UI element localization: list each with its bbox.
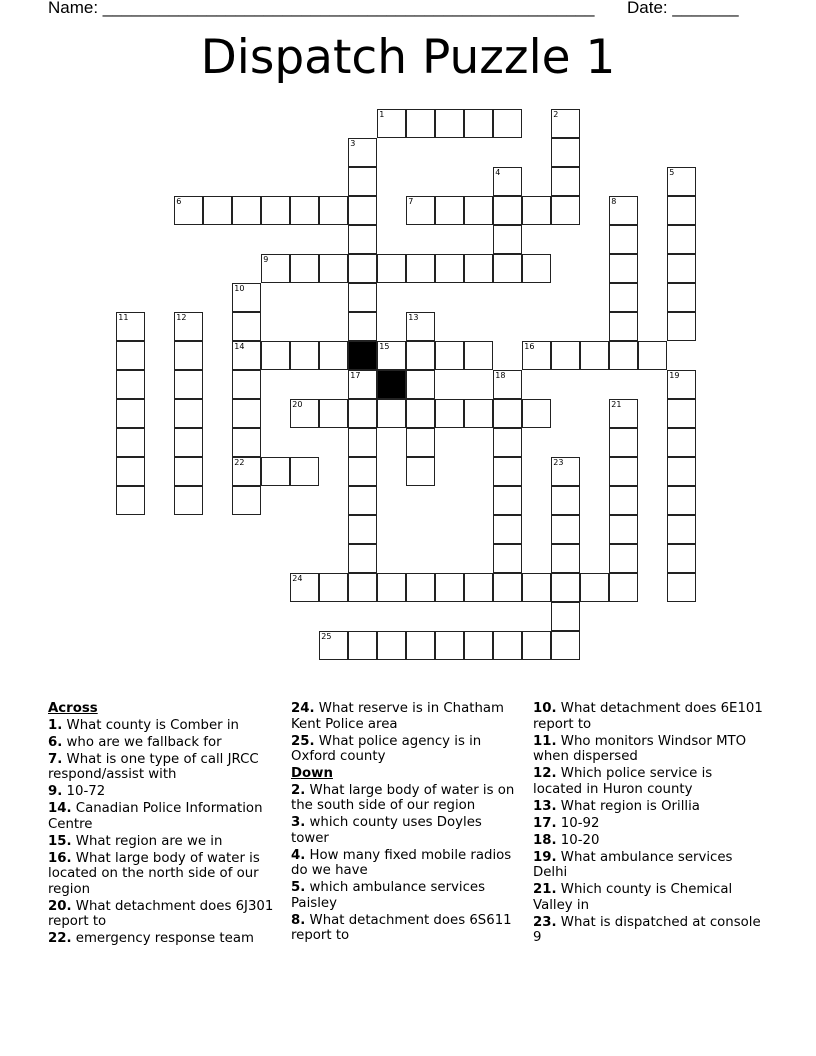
grid-cell[interactable] (609, 283, 638, 312)
grid-cell[interactable] (406, 428, 435, 457)
grid-cell[interactable] (348, 254, 377, 283)
grid-cell[interactable] (319, 254, 348, 283)
clue-down-21: 21. Which county is Chemical Valley in (533, 882, 733, 913)
grid-cell[interactable] (609, 254, 638, 283)
clue-across-16: 16. What large body of water is located on the north side of our region (48, 850, 260, 897)
grid-cell[interactable] (667, 254, 696, 283)
grid-cell[interactable] (261, 341, 290, 370)
clue-down-19: 19. What ambulance services Delhi (533, 849, 733, 880)
grid-cell[interactable] (377, 573, 406, 602)
grid-cell[interactable] (319, 631, 348, 660)
grid-cell[interactable] (551, 515, 580, 544)
grid-cell[interactable] (319, 341, 348, 370)
date-field-label: Date: _______ (627, 0, 739, 17)
grid-cell[interactable] (667, 457, 696, 486)
grid-cell[interactable] (435, 631, 464, 660)
clues-column-2 (291, 701, 523, 945)
grid-cell[interactable] (435, 254, 464, 283)
grid-cell[interactable] (609, 341, 638, 370)
grid-cell[interactable] (435, 399, 464, 428)
crossword-grid (117, 110, 697, 661)
clue-down-23: 23. What is dispatched at console 9 (533, 914, 761, 945)
clue-number: 15 (379, 342, 390, 352)
grid-cell[interactable] (377, 631, 406, 660)
grid-cell[interactable] (551, 602, 580, 631)
grid-cell[interactable] (348, 573, 377, 602)
clue-number: 7 (408, 197, 414, 207)
grid-cell[interactable] (551, 341, 580, 370)
clue-across-25: 25. What police agency is in Oxford county (291, 733, 482, 764)
clue-across-20: 20. What detachment does 6J301 report to (48, 898, 274, 929)
grid-cell[interactable] (348, 283, 377, 312)
grid-cell[interactable] (261, 196, 290, 225)
clue-across-14: 14. Canadian Police Information Centre (48, 801, 263, 832)
grid-cell[interactable] (667, 167, 696, 196)
clue-number: 12 (176, 313, 187, 323)
grid-cell[interactable] (493, 254, 522, 283)
clue-number: 25 (321, 632, 332, 642)
black-cell (377, 370, 406, 399)
grid-cell[interactable] (232, 312, 261, 341)
grid-cell[interactable] (667, 573, 696, 602)
grid-cell[interactable] (232, 486, 261, 515)
grid-cell[interactable] (174, 428, 203, 457)
grid-cell[interactable] (522, 341, 551, 370)
grid-cell[interactable] (580, 341, 609, 370)
grid-cell[interactable] (261, 457, 290, 486)
grid-cell[interactable] (174, 370, 203, 399)
grid-cell[interactable] (493, 196, 522, 225)
black-cell (348, 341, 377, 370)
grid-cell[interactable] (406, 370, 435, 399)
grid-cell[interactable] (493, 370, 522, 399)
clue-across-1: 1. What county is Comber in (48, 717, 239, 733)
grid-cell[interactable] (551, 573, 580, 602)
grid-cell[interactable] (464, 573, 493, 602)
grid-cell[interactable] (493, 167, 522, 196)
grid-cell[interactable] (116, 457, 145, 486)
grid-cell[interactable] (290, 196, 319, 225)
grid-cell[interactable] (551, 486, 580, 515)
grid-cell[interactable] (464, 631, 493, 660)
grid-cell[interactable] (667, 196, 696, 225)
grid-cell[interactable] (667, 486, 696, 515)
grid-cell[interactable] (551, 631, 580, 660)
clue-number: 23 (553, 458, 564, 468)
grid-cell[interactable] (406, 109, 435, 138)
across-heading: Across (48, 701, 98, 716)
grid-cell[interactable] (667, 283, 696, 312)
grid-cell[interactable] (667, 225, 696, 254)
grid-cell[interactable] (319, 196, 348, 225)
clue-down-4: 4. How many fixed mobile radios do we have (291, 847, 512, 878)
grid-cell[interactable] (493, 573, 522, 602)
grid-cell[interactable] (493, 399, 522, 428)
grid-cell[interactable] (667, 544, 696, 573)
grid-cell[interactable] (116, 370, 145, 399)
grid-cell[interactable] (116, 312, 145, 341)
clue-number: 1 (379, 110, 385, 120)
clue-across-22: 22. emergency response team (48, 931, 254, 946)
grid-cell[interactable] (551, 544, 580, 573)
grid-cell[interactable] (406, 631, 435, 660)
grid-cell[interactable] (377, 399, 406, 428)
clue-down-13: 13. What region is Orillia (533, 798, 700, 814)
grid-cell[interactable] (609, 399, 638, 428)
clue-down-11: 11. Who monitors Windsor MTO when dispersed (533, 733, 747, 764)
grid-cell[interactable] (493, 486, 522, 515)
grid-cell[interactable] (232, 341, 261, 370)
grid-cell[interactable] (667, 312, 696, 341)
grid-cell[interactable] (203, 196, 232, 225)
grid-cell[interactable] (551, 138, 580, 167)
grid-cell[interactable] (667, 399, 696, 428)
grid-cell[interactable] (261, 254, 290, 283)
grid-cell[interactable] (174, 486, 203, 515)
grid-cell[interactable] (464, 254, 493, 283)
grid-cell[interactable] (377, 254, 406, 283)
grid-cell[interactable] (116, 428, 145, 457)
grid-cell[interactable] (464, 399, 493, 428)
grid-cell[interactable] (493, 515, 522, 544)
grid-cell[interactable] (290, 399, 319, 428)
clues-column-3 (533, 701, 765, 947)
grid-cell[interactable] (493, 457, 522, 486)
grid-cell[interactable] (667, 370, 696, 399)
grid-cell[interactable] (290, 341, 319, 370)
down-heading: Down (291, 766, 333, 781)
grid-cell[interactable] (377, 109, 406, 138)
clue-down-18: 18. 10-20 (533, 832, 600, 848)
grid-cell[interactable] (609, 515, 638, 544)
grid-cell[interactable] (232, 399, 261, 428)
grid-cell[interactable] (116, 399, 145, 428)
grid-cell[interactable] (406, 196, 435, 225)
clue-number: 9 (263, 255, 269, 265)
grid-cell[interactable] (116, 341, 145, 370)
grid-cell[interactable] (348, 515, 377, 544)
grid-cell[interactable] (348, 225, 377, 254)
page-title: Dispatch Puzzle 1 (200, 30, 616, 85)
clue-across-6: 6. who are we fallback for (48, 734, 222, 750)
grid-cell[interactable] (493, 544, 522, 573)
grid-cell[interactable] (522, 254, 551, 283)
grid-cell[interactable] (522, 399, 551, 428)
name-field-label: Name: ____________________________________________________ (48, 0, 595, 17)
grid-cell[interactable] (609, 225, 638, 254)
grid-cell[interactable] (290, 254, 319, 283)
grid-cell[interactable] (232, 428, 261, 457)
grid-cell[interactable] (348, 457, 377, 486)
grid-cell[interactable] (319, 399, 348, 428)
grid-cell[interactable] (551, 196, 580, 225)
grid-cell[interactable] (348, 370, 377, 399)
grid-cell[interactable] (638, 341, 667, 370)
clue-number: 8 (611, 197, 617, 207)
clue-across-7: 7. What is one type of call JRCC respond/assist with (48, 751, 259, 782)
grid-cell[interactable] (435, 196, 464, 225)
clue-number: 5 (669, 168, 675, 178)
clue-number: 22 (234, 458, 245, 468)
grid-cell[interactable] (609, 196, 638, 225)
grid-cell[interactable] (667, 428, 696, 457)
clue-down-8: 8. What detachment does 6S611 report to (291, 912, 512, 943)
grid-cell[interactable] (174, 399, 203, 428)
clue-number: 11 (118, 313, 129, 323)
clues-column-1 (48, 701, 280, 948)
grid-cell[interactable] (348, 544, 377, 573)
grid-cell[interactable] (377, 341, 406, 370)
grid-cell[interactable] (232, 370, 261, 399)
grid-cell[interactable] (348, 486, 377, 515)
grid-cell[interactable] (609, 573, 638, 602)
grid-cell[interactable] (435, 109, 464, 138)
grid-cell[interactable] (667, 515, 696, 544)
clue-number: 16 (524, 342, 535, 352)
grid-cell[interactable] (406, 312, 435, 341)
grid-cell[interactable] (348, 631, 377, 660)
grid-cell[interactable] (406, 573, 435, 602)
grid-cell[interactable] (551, 109, 580, 138)
clue-number: 24 (292, 574, 303, 584)
grid-cell[interactable] (116, 486, 145, 515)
grid-cell[interactable] (551, 457, 580, 486)
clue-number: 3 (350, 139, 356, 149)
clue-down-10: 10. What detachment does 6E101 report to (533, 701, 763, 732)
grid-cell[interactable] (435, 573, 464, 602)
grid-cell[interactable] (464, 196, 493, 225)
clue-number: 13 (408, 313, 419, 323)
grid-cell[interactable] (609, 457, 638, 486)
grid-cell[interactable] (174, 196, 203, 225)
grid-cell[interactable] (522, 196, 551, 225)
clue-across-15: 15. What region are we in (48, 833, 223, 849)
clue-across-24: 24. What reserve is in Chatham Kent Police area (291, 701, 504, 732)
grid-cell[interactable] (493, 428, 522, 457)
grid-cell[interactable] (551, 167, 580, 196)
grid-cell[interactable] (174, 457, 203, 486)
grid-cell[interactable] (348, 428, 377, 457)
clue-down-2: 2. What large body of water is on the south side of our region (291, 782, 515, 813)
grid-cell[interactable] (609, 428, 638, 457)
grid-cell[interactable] (174, 341, 203, 370)
grid-cell[interactable] (464, 341, 493, 370)
clue-number: 10 (234, 284, 245, 294)
grid-cell[interactable] (406, 457, 435, 486)
clue-number: 21 (611, 400, 622, 410)
clue-number: 17 (350, 371, 361, 381)
grid-cell[interactable] (580, 573, 609, 602)
grid-cell[interactable] (232, 283, 261, 312)
grid-cell[interactable] (609, 312, 638, 341)
grid-cell[interactable] (435, 341, 464, 370)
grid-cell[interactable] (406, 399, 435, 428)
clue-number: 4 (495, 168, 501, 178)
clue-down-3: 3. which county uses Doyles tower (291, 815, 482, 846)
grid-cell[interactable] (406, 254, 435, 283)
clue-number: 19 (669, 371, 680, 381)
grid-cell[interactable] (348, 312, 377, 341)
grid-cell[interactable] (290, 457, 319, 486)
grid-cell[interactable] (522, 631, 551, 660)
grid-cell[interactable] (493, 109, 522, 138)
clue-down-17: 17. 10-92 (533, 815, 600, 831)
grid-cell[interactable] (232, 196, 261, 225)
grid-cell[interactable] (406, 341, 435, 370)
clue-number: 6 (176, 197, 182, 207)
clue-number: 2 (553, 110, 559, 120)
grid-cell[interactable] (464, 109, 493, 138)
grid-cell[interactable] (348, 138, 377, 167)
grid-cell[interactable] (290, 573, 319, 602)
grid-cell[interactable] (493, 631, 522, 660)
grid-cell[interactable] (609, 486, 638, 515)
clue-across-9: 9. 10-72 (48, 784, 106, 799)
clue-number: 14 (234, 342, 245, 352)
clue-number: 18 (495, 371, 506, 381)
grid-cell[interactable] (348, 399, 377, 428)
grid-cell[interactable] (493, 225, 522, 254)
grid-cell[interactable] (174, 312, 203, 341)
grid-cell[interactable] (348, 196, 377, 225)
grid-cell[interactable] (319, 573, 348, 602)
grid-cell[interactable] (348, 167, 377, 196)
clue-down-5: 5. which ambulance services Paisley (291, 880, 486, 911)
grid-cell[interactable] (609, 544, 638, 573)
grid-cell[interactable] (232, 457, 261, 486)
clue-number: 20 (292, 400, 303, 410)
clue-down-12: 12. Which police service is located in Huron county (533, 766, 713, 797)
grid-cell[interactable] (522, 573, 551, 602)
